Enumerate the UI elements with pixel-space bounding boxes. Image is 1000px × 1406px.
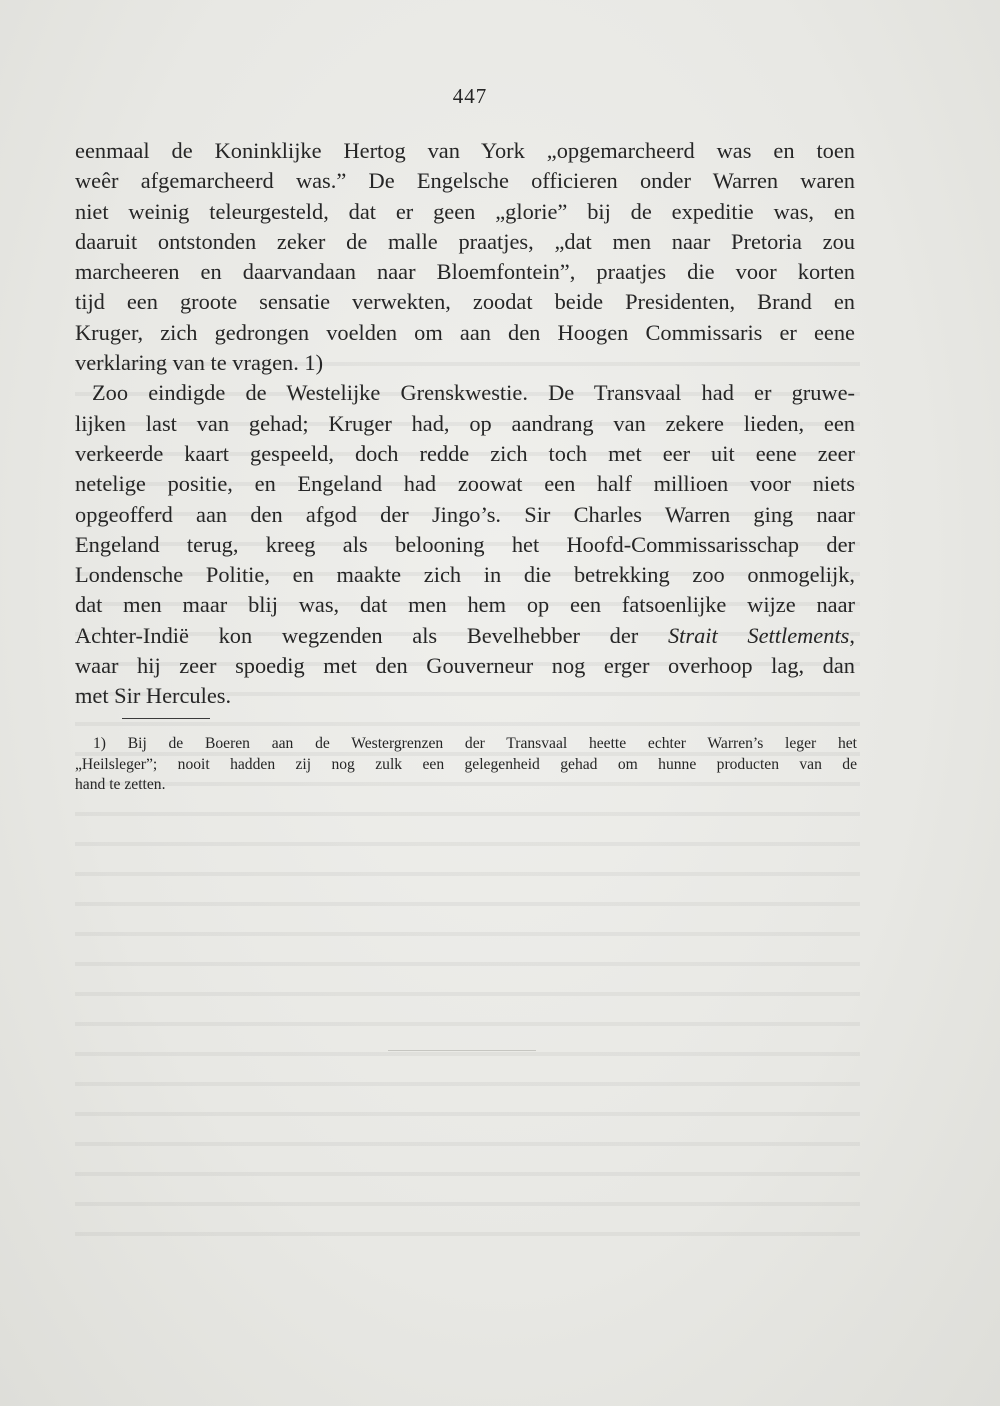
text-line: eenmaal de Koninklijke Hertog van York „opgemarcheerd was en toen — [75, 138, 855, 163]
text-line: Zoo eindigde de Westelijke Grenskwestie. De Transvaal had er gruwe- — [92, 380, 855, 406]
text-line: weêr afgemarcheerd was.” De Engelsche officieren onder Warren waren — [75, 168, 855, 194]
text-line: marcheeren en daarvandaan naar Bloemfontein”, praatjes die voor korten — [75, 259, 855, 285]
italic-term: Strait Settlements — [667, 622, 850, 648]
text-line-italic-mixed — [75, 621, 855, 651]
text-line: opgeofferd aan den afgod der Jingo’s. Sir Charles Warren ging naar — [75, 501, 855, 527]
text-line: met Sir Hercules. — [75, 683, 232, 709]
text-line: daaruit ontstonden zeker de malle praatjes, „dat men naar Pretoria zou — [75, 228, 855, 254]
text-line: Londensche Politie, en maakte zich in die betrekking zoo onmogelijk, — [75, 562, 855, 588]
body-text — [75, 136, 855, 712]
text-line: dat men maar blij was, dat men hem op een fatsoenlijke wijze naar — [75, 592, 855, 618]
footnote-line: hand te zetten. — [75, 776, 166, 793]
footnote-line: „Heilsleger”; nooit hadden zij nog zulk een gelegenheid gehad om hunne producten van de — [75, 755, 857, 773]
page-number: 447 — [452, 84, 488, 108]
text-line: Kruger, zich gedrongen voelden om aan den Hoogen Commissaris er eene — [75, 319, 855, 345]
show-through-rule — [388, 1050, 536, 1051]
footnote-separator — [122, 718, 210, 719]
text-line: lijken last van gehad; Kruger had, op aandrang van zekere lieden, een — [75, 410, 855, 436]
text-line: netelige positie, en Engeland had zoowat een half millioen voor niets — [75, 471, 855, 497]
text-fragment: , — [849, 622, 855, 648]
footnote-line: 1) Bij de Boeren aan de Westergrenzen der Transvaal heette echter Warren’s leger het — [93, 735, 857, 752]
text-line: verkeerde kaart gespeeld, doch redde zich toch met eer uit eene zeer — [75, 440, 855, 466]
text-line: tijd een groote sensatie verwekten, zoodat beide Presidenten, Brand en — [75, 289, 855, 315]
text-fragment: Achter-Indië kon wegzenden als Bevelhebber der — [75, 622, 639, 648]
text-line: Engeland terug, kreeg als belooning het Hoofd-Commissarisschap der — [75, 531, 855, 557]
text-line: verklaring van te vragen. 1) — [75, 350, 324, 376]
text-line: waar hij zeer spoedig met den Gouverneur nog erger overhoop lag, dan — [75, 653, 855, 679]
text-line: niet weinig teleurgesteld, dat er geen „glorie” bij de expeditie was, en — [75, 198, 855, 224]
footnote — [75, 734, 857, 796]
